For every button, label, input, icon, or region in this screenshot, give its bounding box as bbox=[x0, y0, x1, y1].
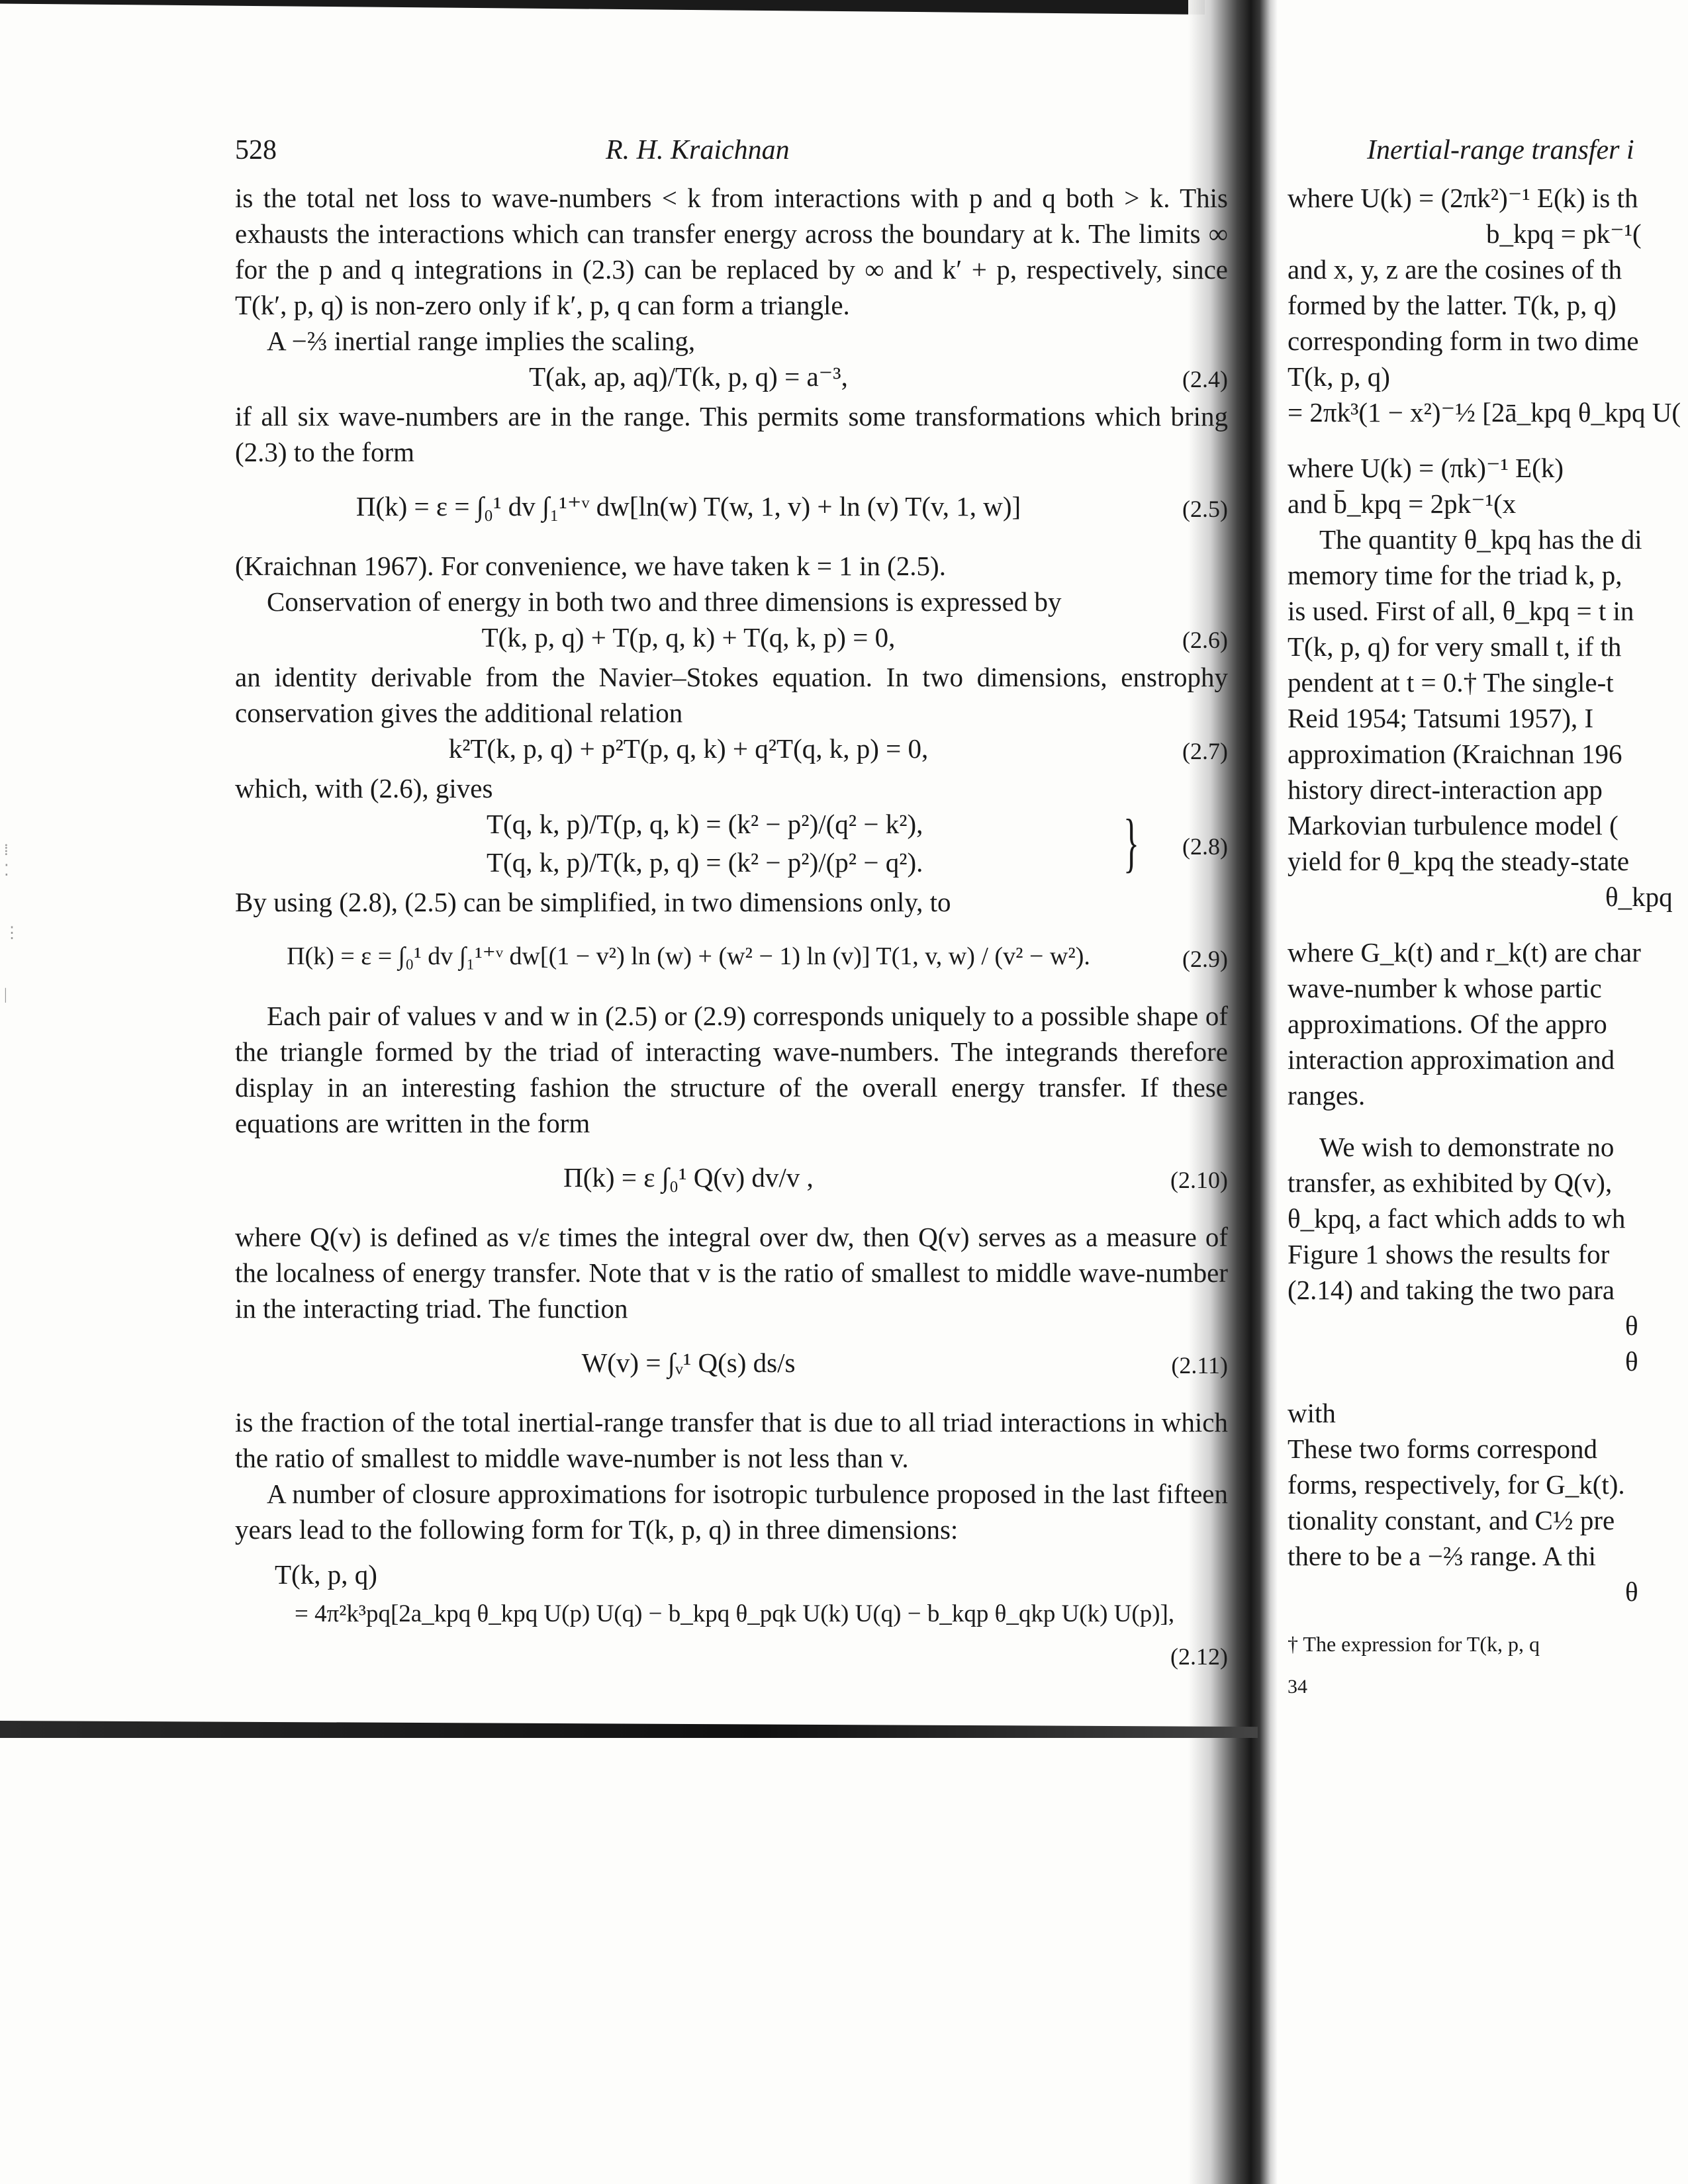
equation-2-12-number bbox=[235, 1636, 1228, 1676]
right-page-line: with bbox=[1288, 1398, 1336, 1428]
equation-number: (2.11) bbox=[1171, 1352, 1228, 1379]
margin-specks: ⁞ ⁚ ⋮ | bbox=[4, 842, 20, 1004]
right-page-line: forms, respectively, for G_k(t). bbox=[1288, 1469, 1625, 1500]
paragraph: By using (2.8), (2.5) can be simplified, in two dimensions only, to bbox=[235, 887, 951, 917]
equation-2-6: T(k, p, q) + T(p, q, k) + T(q, k, p) = 0, (2.6) bbox=[235, 619, 1228, 659]
equation-number: (2.12) bbox=[1170, 1643, 1228, 1670]
right-page-line: These two forms correspond bbox=[1288, 1433, 1597, 1464]
right-page-line: θ_kpq bbox=[1605, 882, 1673, 912]
right-page-line: formed by the latter. T(k, p, q) bbox=[1288, 290, 1617, 320]
right-page-line: memory time for the triad k, p, bbox=[1288, 560, 1622, 590]
paragraph: is the total net loss to wave-numbers < k from interactions with p and q both > k. This exhausts the interactions which can transfer energy across the boundary at k. The limits ∞ for the p and q integrations in (2.3) can be replaced by ∞ and k′ + p, respectively, since T(k′, p, q) is non-zero only if k′, p, q can form a triangle. bbox=[235, 183, 1228, 320]
equation-2-9: Π(k) = ε = ∫₀¹ dv ∫₁¹⁺ᵛ dw[(1 − v²) ln (w) + (w² − 1) ln (v)] T(1, v, w) / (v² − w²). (2.9) bbox=[235, 920, 1228, 998]
right-page-lines bbox=[1288, 180, 1688, 1610]
right-page-line: b_kpq = pk⁻¹( bbox=[1486, 218, 1642, 249]
paragraph: if all six wave-numbers are in the range. This permits some transformations which bring (2.3) to the form bbox=[235, 401, 1228, 467]
paragraph: A number of closure approximations for isotropic turbulence proposed in the last fifteen years lead to the following form for T(k, p, q) in three dimensions: bbox=[235, 1479, 1228, 1545]
right-page-line: yield for θ_kpq the steady-state bbox=[1288, 846, 1630, 876]
right-page-line: θ bbox=[1625, 1576, 1638, 1607]
right-page-line: approximations. Of the appro bbox=[1288, 1009, 1607, 1039]
right-page-line: Reid 1954; Tatsumi 1957), I bbox=[1288, 703, 1594, 733]
right-page-line: = 2πk³(1 − x²)⁻½ [2ā_kpq θ_kpq U( bbox=[1288, 397, 1681, 428]
right-page-line: approximation (Kraichnan 196 bbox=[1288, 739, 1622, 769]
right-page-line: is used. First of all, θ_kpq = t in bbox=[1288, 596, 1634, 626]
running-head: R. H. Kraichnan bbox=[606, 135, 790, 165]
page-number: 528 bbox=[235, 135, 277, 165]
right-page-line: history direct-interaction app bbox=[1288, 774, 1603, 805]
scan-edge-bottom bbox=[0, 1721, 1258, 1738]
right-page-line: and x, y, z are the cosines of th bbox=[1288, 254, 1622, 285]
right-page-line: The quantity θ_kpq has the di bbox=[1319, 524, 1642, 555]
paragraph: is the fraction of the total inertial-range transfer that is due to all triad interactions in which the ratio of smallest to middle wave-number is not less than v. bbox=[235, 1407, 1228, 1473]
paragraph: Conservation of energy in both two and three dimensions is expressed by bbox=[267, 586, 1062, 617]
right-page-line: θ bbox=[1625, 1346, 1638, 1377]
right-page-line: and b̄_kpq = 2pk⁻¹(x bbox=[1288, 488, 1517, 519]
right-page-line: (2.14) and taking the two para bbox=[1288, 1275, 1615, 1305]
page-header bbox=[235, 132, 1228, 173]
right-page-line: We wish to demonstrate no bbox=[1319, 1132, 1615, 1162]
equation-number: (2.10) bbox=[1170, 1167, 1228, 1193]
equation-number: (2.6) bbox=[1182, 627, 1228, 653]
right-page-line: wave-number k whose partic bbox=[1288, 973, 1602, 1003]
right-page-line: tionality constant, and C½ pre bbox=[1288, 1505, 1615, 1535]
equation-number: (2.4) bbox=[1182, 366, 1228, 392]
right-page-line: where U(k) = (πk)⁻¹ E(k) bbox=[1288, 453, 1564, 483]
right-page-line: where G_k(t) and r_k(t) are char bbox=[1288, 937, 1641, 968]
equation-2-11: W(v) = ∫ᵥ¹ Q(s) ds/s (2.11) bbox=[235, 1326, 1228, 1404]
right-page-line: θ bbox=[1625, 1310, 1638, 1341]
right-page-line: corresponding form in two dime bbox=[1288, 326, 1639, 356]
right-page-line: ranges. bbox=[1288, 1080, 1366, 1111]
equation-number: (2.5) bbox=[1182, 496, 1228, 522]
equation-2-12-line-2: = 4π²k³pq[2a_kpq θ_kpq U(p) U(q) − b_kpq θ_pqk U(k) U(q) − b_kqp θ_qkp U(k) U(p)], bbox=[295, 1600, 1175, 1627]
equation-2-7: k²T(k, p, q) + p²T(p, q, k) + q²T(q, k, p) = 0, (2.7) bbox=[235, 731, 1228, 770]
right-page-line: Figure 1 shows the results for bbox=[1288, 1239, 1610, 1269]
right-page-line: interaction approximation and bbox=[1288, 1044, 1615, 1075]
paragraph: an identity derivable from the Navier–Stokes equation. In two dimensions, enstrophy conservation gives the additional relation bbox=[235, 662, 1228, 728]
equation-number: (2.9) bbox=[1182, 946, 1228, 972]
footnote: † The expression for T(k, p, q bbox=[1288, 1632, 1540, 1656]
left-page bbox=[235, 132, 1228, 1676]
right-brace-icon: } bbox=[1123, 805, 1139, 879]
right-page-line: where U(k) = (2πk²)⁻¹ E(k) is th bbox=[1288, 183, 1638, 213]
right-page-line: there to be a −⅔ range. A thi bbox=[1288, 1541, 1597, 1571]
paragraph: where Q(v) is defined as v/ε times the integral over dw, then Q(v) serves as a measure of the localness of energy transfer. Note that v is the ratio of smallest to middle wave-number in the interacting triad. The function bbox=[235, 1222, 1228, 1324]
right-page-line: T(k, p, q) bbox=[1288, 361, 1390, 392]
right-page-line: transfer, as exhibited by Q(v), bbox=[1288, 1167, 1613, 1198]
right-page-line: θ_kpq, a fact which adds to wh bbox=[1288, 1203, 1626, 1234]
equation-2-4: T(ak, ap, aq)/T(k, p, q) = a⁻³, (2.4) bbox=[235, 359, 1228, 398]
right-page-line: pendent at t = 0.† The single-t bbox=[1288, 667, 1614, 698]
running-head: Inertial-range transfer i bbox=[1367, 135, 1634, 165]
signature-number: 34 bbox=[1288, 1676, 1307, 1698]
right-page-line: T(k, p, q) for very small t, if th bbox=[1288, 631, 1622, 662]
right-page bbox=[1288, 132, 1688, 1705]
paragraph: which, with (2.6), gives bbox=[235, 773, 493, 803]
right-page-line: Markovian turbulence model ( bbox=[1288, 810, 1618, 841]
equation-number: (2.8) bbox=[1182, 833, 1228, 860]
paragraph: Each pair of values v and w in (2.5) or (2.9) corresponds uniquely to a possible shape of the triangle formed by the triad of interacting wave-numbers. The integrands therefore display in an interesting fashion the structure of the overall energy transfer. If these equations are written in the form bbox=[235, 1001, 1228, 1138]
equation-2-12-line-1: T(k, p, q) bbox=[275, 1559, 377, 1590]
equation-2-10: Π(k) = ε ∫₀¹ Q(v) dv/v , (2.10) bbox=[235, 1141, 1228, 1219]
paragraph: (Kraichnan 1967). For convenience, we have taken k = 1 in (2.5). bbox=[235, 551, 946, 581]
scan-edge-top bbox=[0, 0, 1205, 15]
equation-2-8: T(q, k, p)/T(p, q, k) = (k² − p²)/(q² − k²), T(q, k, p)/T(k, p, q) = (k² − p²)/(p² − q²). } (2.8) bbox=[487, 805, 1228, 879]
paragraph: A −⅔ inertial range implies the scaling, bbox=[267, 326, 696, 356]
equation-number: (2.7) bbox=[1182, 738, 1228, 764]
equation-2-5: Π(k) = ε = ∫₀¹ dv ∫₁¹⁺ᵛ dw[ln(w) T(w, 1, v) + ln (v) T(v, 1, w)] (2.5) bbox=[235, 470, 1228, 548]
